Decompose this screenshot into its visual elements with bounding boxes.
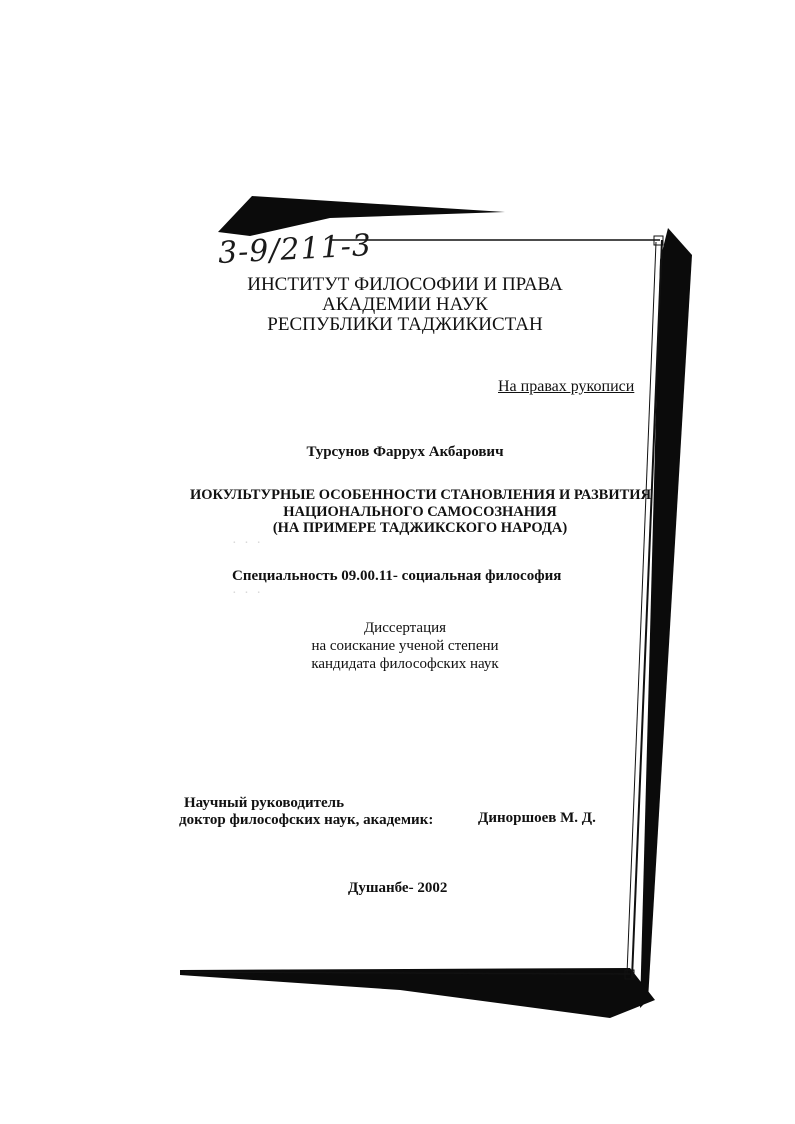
dissertation-line-3: кандидата философских наук <box>311 656 499 672</box>
faint-stamp-mark: · · · <box>232 586 263 601</box>
dissertation-line-1: Диссертация <box>363 620 447 636</box>
right-shadow <box>640 228 692 1008</box>
manuscript-note: На правах рукописи <box>498 378 635 395</box>
specialty-line: Специальность 09.00.11- социальная философия <box>232 568 562 584</box>
supervisor-role: Научный руководитель <box>184 795 344 811</box>
thesis-title-line-3: (НА ПРИМЕРЕ ТАДЖИКСКОГО НАРОДА) <box>272 520 568 536</box>
supervisor-name: Диноршоев М. Д. <box>478 810 596 826</box>
dissertation-line-2: на соискание ученой степени <box>311 638 499 654</box>
place-and-year: Душанбе- 2002 <box>348 880 448 896</box>
institution-line-2: АКАДЕМИИ НАУК <box>322 294 488 315</box>
bottom-shadow <box>180 968 655 1018</box>
thesis-title-line-1: ИОКУЛЬТУРНЫЕ ОСОБЕННОСТИ СТАНОВЛЕНИЯ И РАЗВИТИЯ <box>190 487 652 503</box>
handwritten-code: 3-9/211-3 <box>217 227 373 272</box>
thesis-title-line-2: НАЦИОНАЛЬНОГО САМОСОЗНАНИЯ <box>283 504 557 520</box>
institution-line-3: РЕСПУБЛИКИ ТАДЖИКИСТАН <box>267 314 543 335</box>
supervisor-degree: доктор философских наук, академик: <box>179 812 434 828</box>
faint-stamp-mark: · · · <box>232 536 263 551</box>
author-name: Турсунов Фаррух Акбарович <box>306 444 504 460</box>
institution-line-1: ИНСТИТУТ ФИЛОСОФИИ И ПРАВА <box>247 274 563 295</box>
